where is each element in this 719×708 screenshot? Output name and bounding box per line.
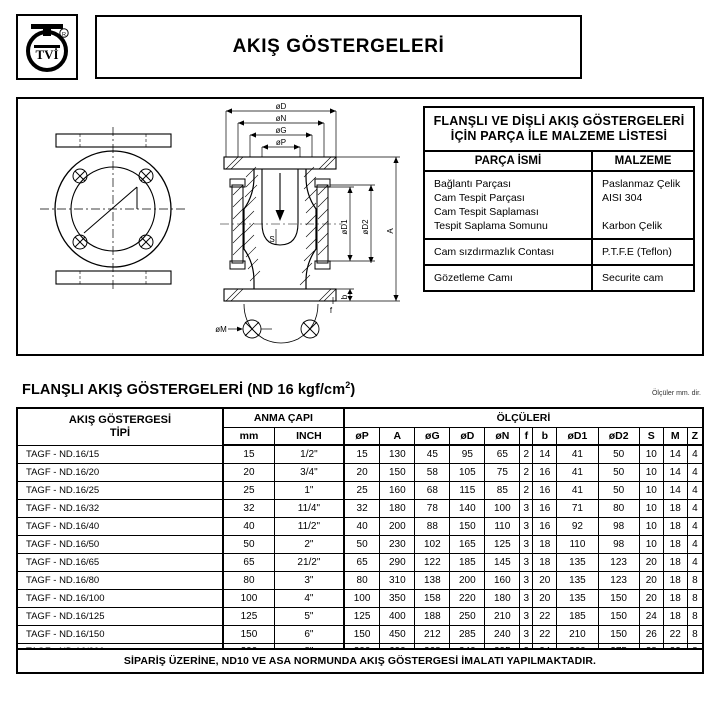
technical-drawing <box>18 99 410 354</box>
table-section-title-sup: 2 <box>345 380 351 390</box>
cell-type-name: TAGF - ND.16/150 <box>17 625 223 643</box>
cell-INCH: 1" <box>274 481 343 499</box>
cell-øN: 125 <box>485 535 520 553</box>
cell-øD1: 210 <box>557 625 598 643</box>
footer-note-box <box>16 648 704 674</box>
cell-mm: 15 <box>223 445 275 463</box>
table-row <box>17 625 703 643</box>
col-header-s: S <box>639 427 663 445</box>
cell-øG: 158 <box>415 589 450 607</box>
dim-label-op: øP <box>275 138 287 147</box>
cell-øD1: 135 <box>557 571 598 589</box>
cell-øD1: 135 <box>557 589 598 607</box>
cell-øD2: 123 <box>598 553 639 571</box>
cell-M: 14 <box>663 481 687 499</box>
material-material-text-empty <box>602 205 693 219</box>
col-header-z: Z <box>687 427 703 445</box>
cell-øD: 220 <box>450 589 485 607</box>
cell-type-name: TAGF - ND.16/65 <box>17 553 223 571</box>
material-list-header-row <box>425 150 693 172</box>
cell-b: 16 <box>533 499 557 517</box>
cell-øN: 65 <box>485 445 520 463</box>
header-type-line2: TİPİ <box>109 426 131 439</box>
cell-øD2: 150 <box>598 607 639 625</box>
cell-INCH: 11/4" <box>274 499 343 517</box>
cell-øG: 88 <box>415 517 450 535</box>
cell-øP: 25 <box>344 481 380 499</box>
cell-type-name: TAGF - ND.16/50 <box>17 535 223 553</box>
cell-S: 10 <box>639 517 663 535</box>
cell-øG: 58 <box>415 463 450 481</box>
cell-øN: 100 <box>485 499 520 517</box>
footer-note-text: SİPARİŞ ÜZERİNE, ND10 VE ASA NORMUNDA AKIŞ GÖSTERGESİ İMALATI YAPILMAKTADIR. <box>123 655 597 667</box>
material-group-row <box>425 172 693 240</box>
cell-A: 230 <box>380 535 415 553</box>
cell-øD: 105 <box>450 463 485 481</box>
col-header-og: øG <box>415 427 450 445</box>
cell-øD1: 110 <box>557 535 598 553</box>
cell-Z: 4 <box>687 481 703 499</box>
cell-øG: 102 <box>415 535 450 553</box>
cell-øG: 78 <box>415 499 450 517</box>
cell-øP: 80 <box>344 571 380 589</box>
cell-Z: 4 <box>687 463 703 481</box>
svg-text:R: R <box>62 32 66 38</box>
cell-S: 24 <box>639 607 663 625</box>
col-header-od2: øD2 <box>598 427 639 445</box>
material-material-cell <box>593 172 693 238</box>
dim-label-od: øD <box>275 102 287 111</box>
material-material-text: Karbon Çelik <box>602 220 663 232</box>
cell-M: 22 <box>663 625 687 643</box>
cell-f: 3 <box>520 589 533 607</box>
cell-øD2: 98 <box>598 535 639 553</box>
cell-mm: 125 <box>223 607 275 625</box>
cell-øG: 68 <box>415 481 450 499</box>
unit-note: Ölçüler mm. dir. <box>651 390 701 397</box>
cell-type-name: TAGF - ND.16/100 <box>17 589 223 607</box>
cell-M: 14 <box>663 463 687 481</box>
cell-Z: 4 <box>687 553 703 571</box>
cell-b: 18 <box>533 535 557 553</box>
cell-mm: 150 <box>223 625 275 643</box>
cell-Z: 8 <box>687 625 703 643</box>
cell-S: 26 <box>639 625 663 643</box>
material-material-text: Securite cam <box>602 272 664 284</box>
dim-label-b: b <box>340 294 349 300</box>
front-view-drawing <box>40 127 186 291</box>
cell-b: 16 <box>533 481 557 499</box>
cell-øP: 100 <box>344 589 380 607</box>
cell-øD: 185 <box>450 553 485 571</box>
table-row <box>17 499 703 517</box>
cell-øD2: 50 <box>598 481 639 499</box>
cell-øP: 40 <box>344 517 380 535</box>
cell-b: 16 <box>533 517 557 535</box>
col-header-inch: INCH <box>274 427 343 445</box>
material-part-cell <box>425 172 593 238</box>
material-list-title: FLANŞLI VE DİŞLİ AKIŞ GÖSTERGELERİ İÇİN PARÇA İLE MALZEME LİSTESİ <box>433 114 685 143</box>
cell-INCH: 3" <box>274 571 343 589</box>
cell-Z: 4 <box>687 499 703 517</box>
cell-øG: 122 <box>415 553 450 571</box>
material-group-row <box>425 240 693 266</box>
cell-M: 18 <box>663 535 687 553</box>
cell-øD2: 150 <box>598 625 639 643</box>
cell-M: 18 <box>663 607 687 625</box>
material-material-text: P.T.F.E (Teflon) <box>602 246 672 258</box>
material-part-text: Cam sızdırmazlık Contası <box>434 246 555 258</box>
col-header-op: øP <box>344 427 380 445</box>
cell-f: 3 <box>520 517 533 535</box>
table-head <box>17 408 703 445</box>
cell-øP: 32 <box>344 499 380 517</box>
cell-mm: 50 <box>223 535 275 553</box>
material-part-cell <box>425 266 593 290</box>
material-part-text: Cam Tespit Parçası <box>434 192 525 204</box>
drawing-panel <box>16 97 704 356</box>
table-row <box>17 535 703 553</box>
cell-b: 20 <box>533 571 557 589</box>
cell-øN: 145 <box>485 553 520 571</box>
cell-b: 14 <box>533 445 557 463</box>
cell-øD2: 98 <box>598 517 639 535</box>
cell-Z: 8 <box>687 589 703 607</box>
cell-f: 3 <box>520 499 533 517</box>
header-olculeri: ÖLÇÜLERİ <box>344 408 703 427</box>
cell-mm: 20 <box>223 463 275 481</box>
material-part-text: Cam Tespit Saplaması <box>434 206 539 218</box>
cell-b: 22 <box>533 607 557 625</box>
table-row <box>17 463 703 481</box>
material-header-part: PARÇA İSMİ <box>425 152 593 170</box>
cell-S: 10 <box>639 481 663 499</box>
cell-S: 20 <box>639 589 663 607</box>
cell-mm: 40 <box>223 517 275 535</box>
cell-type-name: TAGF - ND.16/125 <box>17 607 223 625</box>
material-group-row <box>425 266 693 290</box>
cell-S: 10 <box>639 499 663 517</box>
cell-øN: 180 <box>485 589 520 607</box>
cell-A: 160 <box>380 481 415 499</box>
cell-INCH: 4" <box>274 589 343 607</box>
cell-øD: 115 <box>450 481 485 499</box>
cell-øD1: 185 <box>557 607 598 625</box>
material-material-cell <box>593 240 693 264</box>
cell-f: 3 <box>520 535 533 553</box>
header-type-line1: AKIŞ GÖSTERGESİ <box>68 413 171 426</box>
cell-f: 2 <box>520 481 533 499</box>
cell-S: 20 <box>639 571 663 589</box>
dim-label-a: A <box>386 228 395 234</box>
cell-Z: 8 <box>687 607 703 625</box>
col-header-f: f <box>520 427 533 445</box>
cell-mm: 25 <box>223 481 275 499</box>
cell-øD: 150 <box>450 517 485 535</box>
cell-b: 20 <box>533 589 557 607</box>
section-view-drawing <box>220 108 400 343</box>
material-material-cell <box>593 266 693 290</box>
cell-mm: 32 <box>223 499 275 517</box>
cell-øD1: 41 <box>557 463 598 481</box>
cell-f: 3 <box>520 571 533 589</box>
cell-øD1: 135 <box>557 553 598 571</box>
cell-øP: 65 <box>344 553 380 571</box>
page-title-box <box>95 15 582 79</box>
dim-label-s: S <box>269 235 275 244</box>
cell-b: 18 <box>533 553 557 571</box>
dim-label-om: øM <box>215 325 227 334</box>
table-row <box>17 571 703 589</box>
cell-øG: 45 <box>415 445 450 463</box>
cell-øP: 20 <box>344 463 380 481</box>
material-material-text: Paslanmaz Çelik <box>602 178 681 190</box>
dim-label-od2: øD2 <box>361 219 370 235</box>
header-anma-capi: ANMA ÇAPI <box>223 408 344 427</box>
page-header <box>16 14 704 80</box>
cell-øN: 75 <box>485 463 520 481</box>
cell-type-name: TAGF - ND.16/20 <box>17 463 223 481</box>
cell-øD: 250 <box>450 607 485 625</box>
cell-type-name: TAGF - ND.16/32 <box>17 499 223 517</box>
cell-type-name: TAGF - ND.16/25 <box>17 481 223 499</box>
cell-øD2: 50 <box>598 463 639 481</box>
cell-M: 18 <box>663 499 687 517</box>
cell-type-name: TAGF - ND.16/15 <box>17 445 223 463</box>
cell-INCH: 21/2" <box>274 553 343 571</box>
cell-M: 18 <box>663 553 687 571</box>
col-header-on: øN <box>485 427 520 445</box>
cell-f: 3 <box>520 553 533 571</box>
col-header-od1: øD1 <box>557 427 598 445</box>
cell-A: 290 <box>380 553 415 571</box>
cell-f: 2 <box>520 445 533 463</box>
cell-INCH: 11/2" <box>274 517 343 535</box>
cell-øD1: 92 <box>557 517 598 535</box>
cell-S: 10 <box>639 535 663 553</box>
dim-label-f: f <box>329 306 333 315</box>
cell-øP: 125 <box>344 607 380 625</box>
cell-øG: 188 <box>415 607 450 625</box>
table-section-title-close: ) <box>350 381 356 398</box>
dim-label-og: øG <box>275 126 287 135</box>
header-type <box>17 408 223 445</box>
cell-A: 200 <box>380 517 415 535</box>
cell-A: 310 <box>380 571 415 589</box>
material-part-text: Bağlantı Parçası <box>434 178 512 190</box>
cell-Z: 4 <box>687 517 703 535</box>
tvi-logo-icon <box>22 20 72 74</box>
cell-Z: 8 <box>687 571 703 589</box>
cell-f: 2 <box>520 463 533 481</box>
cell-A: 130 <box>380 445 415 463</box>
cell-S: 10 <box>639 463 663 481</box>
cell-b: 22 <box>533 625 557 643</box>
cell-øD2: 150 <box>598 589 639 607</box>
table-section-title-text: FLANŞLI AKIŞ GÖSTERGELERİ (ND 16 kgf/cm <box>22 381 346 398</box>
cell-mm: 65 <box>223 553 275 571</box>
cell-øN: 110 <box>485 517 520 535</box>
table-body <box>17 445 703 661</box>
cell-øP: 150 <box>344 625 380 643</box>
cell-øD: 140 <box>450 499 485 517</box>
cell-Z: 4 <box>687 445 703 463</box>
cell-M: 14 <box>663 445 687 463</box>
cell-øN: 240 <box>485 625 520 643</box>
cell-A: 450 <box>380 625 415 643</box>
cell-type-name: TAGF - ND.16/40 <box>17 517 223 535</box>
cell-øD1: 41 <box>557 481 598 499</box>
cell-A: 350 <box>380 589 415 607</box>
col-header-od: øD <box>450 427 485 445</box>
cell-øD1: 41 <box>557 445 598 463</box>
cell-Z: 4 <box>687 535 703 553</box>
cell-INCH: 1/2" <box>274 445 343 463</box>
material-list-table <box>423 106 695 292</box>
material-material-text: AISI 304 <box>602 192 643 204</box>
cell-A: 150 <box>380 463 415 481</box>
col-header-m: M <box>663 427 687 445</box>
cell-øN: 160 <box>485 571 520 589</box>
cell-øP: 15 <box>344 445 380 463</box>
cell-S: 20 <box>639 553 663 571</box>
material-header-material: MALZEME <box>614 155 672 167</box>
table-section-title <box>22 380 355 398</box>
material-part-cell <box>425 240 593 264</box>
table-row <box>17 589 703 607</box>
cell-mm: 100 <box>223 589 275 607</box>
cell-øP: 50 <box>344 535 380 553</box>
material-part-text: Gözetleme Camı <box>434 272 513 284</box>
cell-øD2: 123 <box>598 571 639 589</box>
material-part-text: Tespit Saplama Somunu <box>434 220 548 232</box>
cell-øG: 212 <box>415 625 450 643</box>
cell-A: 400 <box>380 607 415 625</box>
cell-A: 180 <box>380 499 415 517</box>
table-row <box>17 445 703 463</box>
cell-mm: 80 <box>223 571 275 589</box>
cell-øD: 95 <box>450 445 485 463</box>
cell-INCH: 5" <box>274 607 343 625</box>
page-title: AKIŞ GÖSTERGELERİ <box>232 36 445 57</box>
cell-b: 16 <box>533 463 557 481</box>
col-header-a: A <box>380 427 415 445</box>
table-row <box>17 607 703 625</box>
cell-M: 18 <box>663 589 687 607</box>
cell-øD1: 71 <box>557 499 598 517</box>
cell-øN: 210 <box>485 607 520 625</box>
dim-label-od1: øD1 <box>340 219 349 235</box>
cell-f: 3 <box>520 607 533 625</box>
cell-M: 18 <box>663 517 687 535</box>
cell-INCH: 3/4" <box>274 463 343 481</box>
table-row <box>17 481 703 499</box>
cell-INCH: 2" <box>274 535 343 553</box>
dim-label-on: øN <box>275 114 287 123</box>
cell-M: 18 <box>663 571 687 589</box>
cell-øG: 138 <box>415 571 450 589</box>
cell-INCH: 6" <box>274 625 343 643</box>
cell-øD2: 80 <box>598 499 639 517</box>
dimensions-table <box>16 407 704 662</box>
cell-øN: 85 <box>485 481 520 499</box>
col-header-b: b <box>533 427 557 445</box>
cell-type-name: TAGF - ND.16/80 <box>17 571 223 589</box>
col-header-mm: mm <box>223 427 275 445</box>
cell-øD: 285 <box>450 625 485 643</box>
cell-øD: 165 <box>450 535 485 553</box>
company-logo <box>16 14 78 80</box>
table-header-row-1 <box>17 408 703 427</box>
cell-øD2: 50 <box>598 445 639 463</box>
table-row <box>17 553 703 571</box>
cell-f: 3 <box>520 625 533 643</box>
svg-text:TVİ: TVİ <box>35 47 59 62</box>
table-row <box>17 517 703 535</box>
cell-S: 10 <box>639 445 663 463</box>
cell-øD: 200 <box>450 571 485 589</box>
